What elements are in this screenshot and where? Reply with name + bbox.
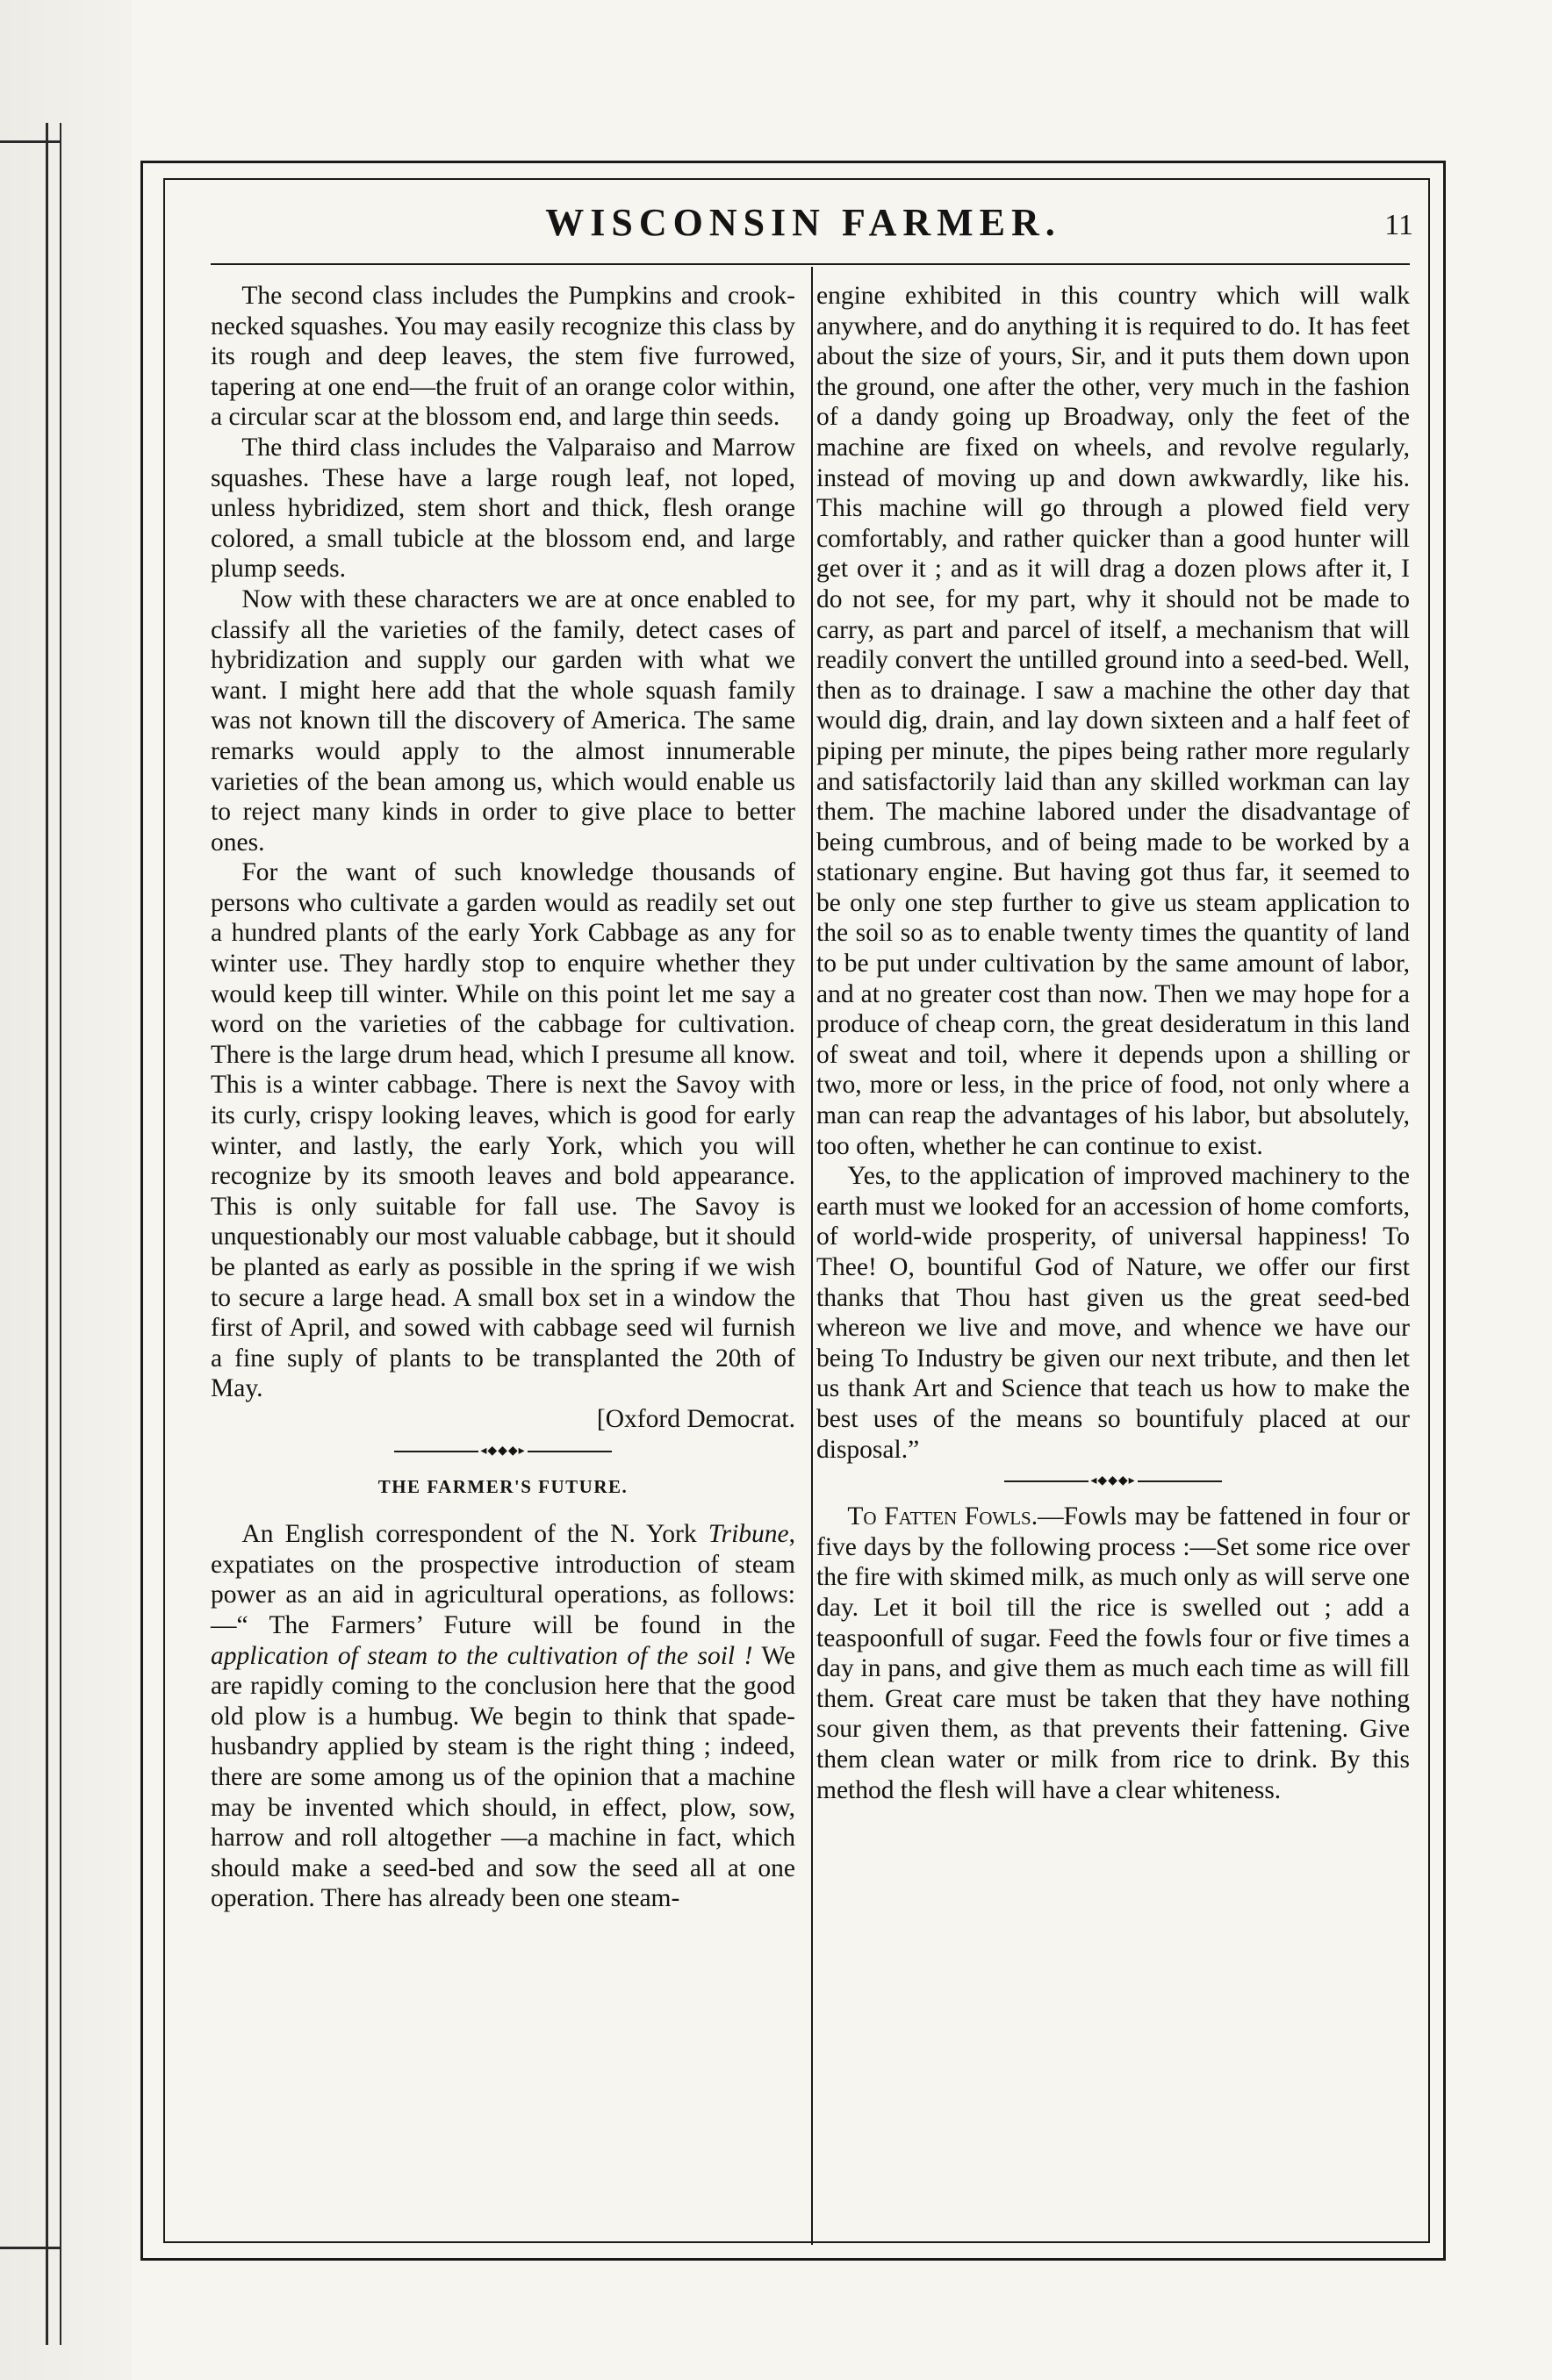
left-column [211, 281, 795, 1914]
divider-line [1138, 1480, 1222, 1482]
text-run: , expatiates on the prospective introduction of steam power as an aid in agricultural operations, as follows:—“ The Farmers’ Future will be found in the [211, 1520, 795, 1639]
italic-tribune: Tribune [708, 1520, 789, 1549]
paragraph-steam-intro [211, 1519, 795, 1914]
divider-line [1004, 1480, 1089, 1482]
citation-oxford-democrat: [Oxford Democrat. [596, 1404, 795, 1433]
paragraph-improved-machinery: Yes, to the application of improved machinery to the earth must we looked for an accession of home comforts, of world-wide prosperity, of universal happiness! To Thee! O, bountiful God of Nature, we offer our first thanks that Thou hast given us the great seed-bed whereon we live and move, and whence we have our being To Industry be given our next tribute, and then let us thank Art and Science that teach us how to make the best uses of the means so bountifuly placed at our disposal.” [816, 1162, 1410, 1464]
divider-ornament: ◂◆◆◆▸ [1090, 1474, 1136, 1488]
paragraph-fatten-fowls [816, 1502, 1410, 1805]
divider-line [528, 1451, 612, 1452]
paragraph-cabbage: For the want of such knowledge thousands of persons who cultivate a garden would as readily set out a hundred plants of the early York Cabbage as any for winter use. They hardly stop to enquire whether they would keep till winter. While on this point let me say a word on the varieties of the cabbage for cultivation. There is the large drum head, which I presume all know. This is a winter cabbage. There is next the Savoy with its curly, crispy looking leaves, which is good for early winter, and lastly, the early York, which you will recognize by its smooth leaves and bold appearance. This is only suitable for fall use. The Savoy is unquestionably our most valuable cabbage, but it should be planted as early as possible in the spring if we wish to secure a large head. A small box set in a window the first of April, and sowed with cabbage seed wil furnish a fine suply of plants to be transplanted the 20th of May. [211, 858, 795, 1403]
text-run: An English correspondent of the N. York [241, 1520, 708, 1549]
page-header [193, 200, 1413, 253]
header-rule [211, 263, 1410, 265]
paragraph-valparaiso: The third class includes the Valparaiso and Marrow squashes. These have a large rough leaf, not loped, unless hybridized, stem short and thick, flesh orange colored, a small tubicle at the blossom end, and large plump seeds. [211, 433, 795, 584]
divider-ornament: ◂◆◆◆▸ [480, 1444, 526, 1458]
paragraph-steam-engine: engine exhibited in this country which will walk anywhere, and do anything it is required to do. It has feet about the size of yours, Sir, and it puts them down upon the ground, one after the other, very much in the fashion of a dandy going up Broadway, only the feet of the machine are fixed on wheels, and revolve regularly, instead of moving up and down awkwardly, like his. This machine will go through a plowed field very comfortably, and rather quicker than a good hunter will get over it ; and as it will drag a dozen plows after it, I do not see, for my part, why it should not be made to carry, as part and parcel of itself, a mechanism that will readily convert the untilled ground into a seed-bed. Well, then as to drainage. I saw a machine the other day that would dig, drain, and lay down sixteen and a half feet of piping per minute, the pipes being rather more regularly and satisfactorily laid than any skilled workman can lay them. The machine labored under the disadvantage of being cumbrous, and of being made to be worked by a stationary engine. But having got thus far, it seemed to be only one step further to give us steam application to the soil so as to enable twenty times the quantity of land to be put under cultivation by the same amount of labor, and at no greater cost than now. Then we may hope for a produce of cheap corn, the great desideratum in this land of sweat and toil, where it depends upon a shilling or two, more or less, in the price of food, not only where a man can reap the advantages of his labor, but absolutely, too often, whether he can continue to exist. [816, 282, 1410, 1160]
paragraph-pumpkins: The second class includes the Pumpkins and crook-necked squashes. You may easily recognize this class by its rough and deep leaves, the stem five furrowed, tapering at one end—the fruit of an orange color within, a circular scar at the blossom end, and large thin seeds. [211, 282, 795, 432]
margin-tick [0, 140, 61, 143]
margin-tick [0, 2247, 61, 2249]
column-divider [811, 267, 813, 2245]
margin-rule [46, 123, 48, 2345]
italic-emphasis: application of steam to the cultivation of the soil ! [211, 1641, 753, 1670]
adjacent-page-margin [0, 0, 132, 2380]
text-run: —Fowls may be fattened in four or five days by the following process :—Set some rice over the fire with skimed milk, as much only as will serve one day. Let it boil till the rice is swelled out ; add a teaspoonfull of sugar. Feed the fowls four or five times a day in pans, and give them as much each time as will fill them. Great care must be taken that they have nothing sour given them, as that prevents their fattening. Give them clean water or milk from rice to drink. By this method the flesh will have a clear whiteness. [816, 1502, 1410, 1804]
run-in-heading: To Fatten Fowls. [847, 1502, 1038, 1531]
paragraph-classify: Now with these characters we are at once enabled to classify all the varieties of the family, detect cases of hybridization and supply our garden with what we want. I might here add that the whole squash family was not known till the discovery of America. The same remarks would apply to the almost innumerable varieties of the bean among us, which would enable us to reject many kinds in order to give place to better ones. [211, 584, 795, 857]
margin-rule [60, 123, 61, 2345]
right-column [816, 281, 1410, 1805]
text-run: We are rapidly coming to the conclusion here that the good old plow is a humbug. We begin to think that spade-husbandry applied by steam is the right thing ; indeed, there are some among us of the opinion that a machine may be invented which should, in effect, plow, sow, harrow and roll altogether —a machine in fact, which should make a seed-bed and sow the seed all at one operation. There has already been one steam- [211, 1641, 796, 1913]
masthead-title: WISCONSIN FARMER. [545, 201, 1061, 244]
section-heading-farmers-future: THE FARMER'S FUTURE. [377, 1475, 629, 1497]
page-number: 11 [1384, 209, 1413, 241]
divider-line [394, 1451, 478, 1452]
section-divider [816, 1472, 1410, 1491]
section-divider [211, 1442, 795, 1461]
